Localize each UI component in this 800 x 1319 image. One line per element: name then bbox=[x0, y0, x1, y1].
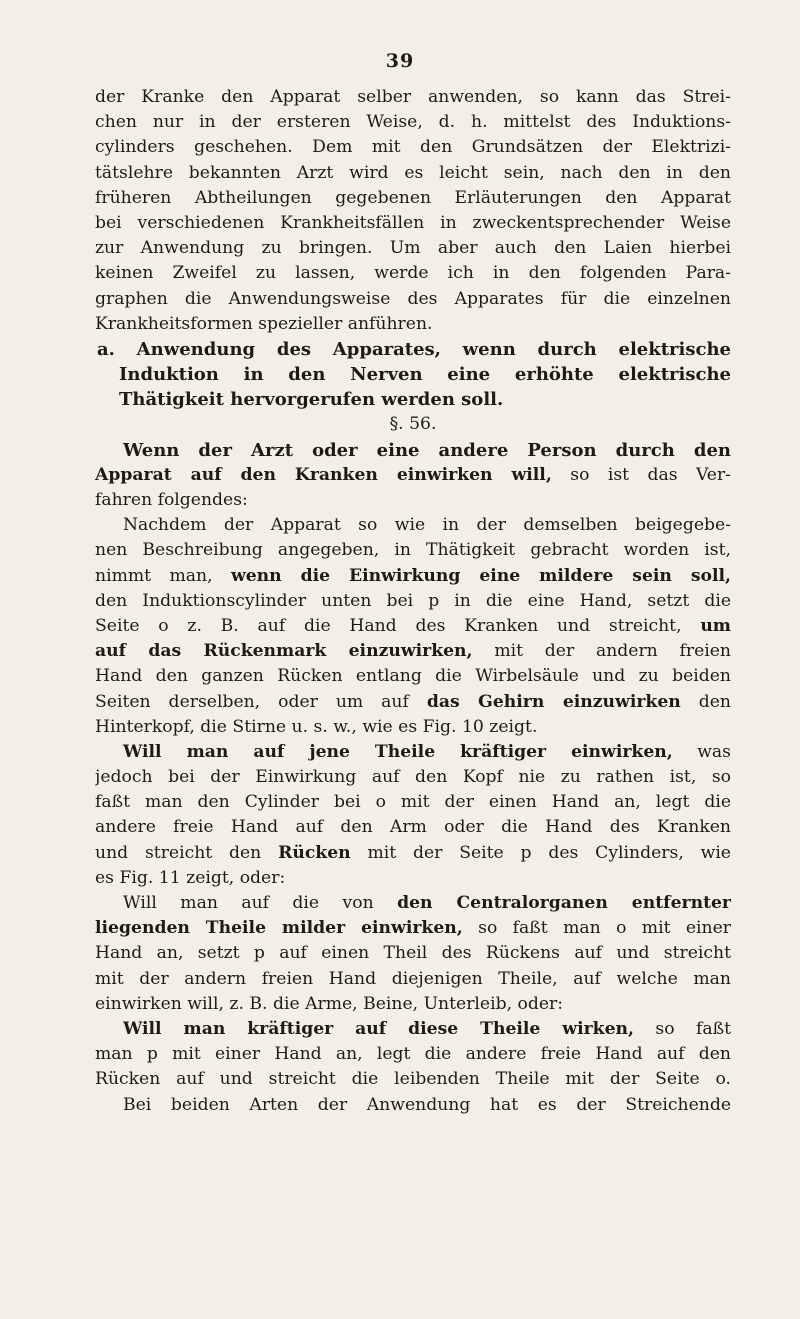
text-line: einwirken will, z. B. die Arme, Beine, Unterleib, oder: bbox=[95, 993, 564, 1014]
text-line: graphen die Anwendungsweise des Apparates für die einzelnen bbox=[95, 288, 731, 309]
section-number: §. 56. bbox=[389, 414, 437, 435]
text-line: faßt man den Cylinder bei o mit der einen Hand an, legt die bbox=[95, 792, 731, 813]
emphasis: Rücken bbox=[278, 842, 351, 863]
text-line: keinen Zweifel zu lassen, werde ich in den folgenden Para- bbox=[95, 263, 731, 284]
text-line: jedoch bei der Einwirkung auf den Kopf nie zu rathen ist, so bbox=[95, 767, 731, 788]
text-line: Will man auf die von den Centralorganen entfernter bbox=[123, 893, 731, 913]
text-line: man p mit einer Hand an, legt die andere freie Hand auf den bbox=[95, 1044, 731, 1065]
section-heading-line: Induktion in den Nerven eine erhöhte elektrische bbox=[119, 364, 731, 386]
text-line: Hinterkopf, die Stirne u. s. w., wie es Fig. 10 zeigt. bbox=[95, 716, 538, 737]
text-line: chen nur in der ersteren Weise, d. h. mittelst des Induktions- bbox=[95, 112, 731, 133]
text-line: Will man auf jene Theile kräftiger einwirken, was bbox=[123, 741, 731, 762]
text-line: Wenn der Arzt oder eine andere Person durch den bbox=[123, 439, 731, 461]
text-line: Krankheitsformen spezieller anführen. bbox=[95, 313, 433, 334]
emphasis: um bbox=[700, 615, 731, 636]
text-line: der Kranke den Apparat selber anwenden, so kann das Strei- bbox=[95, 87, 731, 107]
text-line: es Fig. 11 zeigt, oder: bbox=[95, 867, 286, 888]
text-line: Nachdem der Apparat so wie in der demselben beigegebe- bbox=[123, 515, 731, 536]
text-line: Hand den ganzen Rücken entlang die Wirbelsäule und zu beiden bbox=[95, 666, 731, 687]
text-line: Rücken auf und streicht die leibenden Theile mit der Seite o. bbox=[95, 1069, 731, 1090]
emphasis: Apparat auf den Kranken einwirken will, bbox=[95, 464, 552, 485]
text-line: tätslehre bekannten Arzt wird es leicht sein, nach den in den bbox=[95, 162, 731, 183]
text-line: Seite o z. B. auf die Hand des Kranken und streicht, um bbox=[95, 615, 731, 636]
emphasis: das Gehirn einzuwirken bbox=[426, 691, 681, 712]
emphasis: liegenden Theile milder einwirken, bbox=[95, 918, 463, 939]
emphasis: den Centralorganen entfernter bbox=[397, 893, 731, 913]
text-line: liegenden Theile milder einwirken, so faßt man o mit einer bbox=[95, 918, 731, 939]
text-line: und streicht den Rücken mit der Seite p des Cylinders, wie bbox=[95, 842, 731, 863]
text-line: Bei beiden Arten der Anwendung hat es der Streichende bbox=[123, 1094, 731, 1115]
text-line: Apparat auf den Kranken einwirken will, so ist das Ver- bbox=[95, 464, 731, 485]
text-line: andere freie Hand auf den Arm oder die Hand des Kranken bbox=[95, 817, 731, 838]
text-line: bei verschiedenen Krankheitsfällen in zweckentsprechender Weise bbox=[95, 212, 731, 233]
section-heading-line: Thätigkeit hervorgerufen werden soll. bbox=[119, 389, 504, 411]
text-line: früheren Abtheilungen gegebenen Erläuterungen den Apparat bbox=[95, 187, 731, 208]
text-line: fahren folgendes: bbox=[95, 490, 248, 510]
text-line: mit der andern freien Hand diejenigen Theile, auf welche man bbox=[95, 968, 731, 989]
emphasis: wenn die Einwirkung eine mildere sein soll, bbox=[230, 565, 731, 586]
text-line: Hand an, setzt p auf einen Theil des Rückens auf und streicht bbox=[95, 943, 731, 964]
page-number: 39 bbox=[385, 50, 415, 72]
page-text bbox=[95, 85, 731, 1118]
section-heading-line: a. Anwendung des Apparates, wenn durch elektrische bbox=[97, 338, 731, 360]
emphasis: auf das Rückenmark einzuwirken, bbox=[95, 641, 473, 662]
emphasis: Will man kräftiger auf diese Theile wirken, bbox=[123, 1018, 635, 1039]
text-line: cylinders geschehen. Dem mit den Grundsätzen der Elektrizi- bbox=[95, 137, 731, 158]
emphasis: Will man auf jene Theile kräftiger einwirken, bbox=[123, 741, 673, 762]
text-line: Seiten derselben, oder um auf das Gehirn einzuwirken den bbox=[95, 691, 731, 712]
text-line: Will man kräftiger auf diese Theile wirken, so faßt bbox=[123, 1018, 731, 1039]
text-line: zur Anwendung zu bringen. Um aber auch den Laien hierbei bbox=[95, 238, 731, 259]
text-line: nen Beschreibung angegeben, in Thätigkeit gebracht worden ist, bbox=[95, 540, 731, 561]
text-line: nimmt man, wenn die Einwirkung eine mildere sein soll, bbox=[95, 565, 731, 586]
text-line: auf das Rückenmark einzuwirken, mit der andern freien bbox=[95, 641, 731, 662]
text-line: den Induktionscylinder unten bei p in die eine Hand, setzt die bbox=[95, 590, 731, 611]
